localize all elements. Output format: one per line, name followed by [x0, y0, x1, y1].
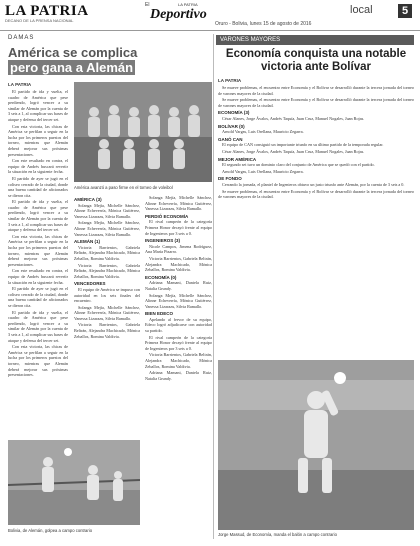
team-photo-caption: América avanzó a paso firme en el torneo de voleibol	[74, 185, 173, 190]
left-col3	[145, 195, 212, 535]
newspaper-logo: LA PATRIA	[5, 3, 89, 19]
col2-text: Solanga Mejía, Michelle Sánchez, Alinne Echeverría, Mónica Gutiérrez, Vanessa Lizarazu, Silvia Ramallo.	[74, 202, 140, 219]
deportivo-logo: Deportivo	[150, 7, 207, 22]
column-divider	[213, 34, 214, 539]
left-kicker: DAMAS	[8, 35, 35, 41]
col3d-subhead: BIEN EDECO	[145, 311, 174, 317]
col3d-text: El rival campeón de la categoría Primera Honor decayó frente al equipo de Ingenieros por 3 sets a 0.	[145, 334, 212, 351]
left-col1-para: El partido de ida y vuelta, el cuadro de América que pese perdiendo, logró vencer a su similar de Alemán por la cuenta de 3 sets a 1, al complicar sus bases de ataque y defensa del tercer set.	[8, 309, 68, 343]
mejor-subhead: MEJOR AMÉRICA	[218, 156, 257, 162]
col2c-text: Victoria Barrientos, Gabriela Beltrán, Alejandra Machicado, Mónica Zeballos, Romina Valdivia.	[74, 322, 140, 339]
right-intro: Se mueve problemas, el encuentro entre Economía y el Bolívar se desarrolló durante la tercera jornada del torneo de varones mayores de la ciudad.	[218, 85, 414, 96]
col2b-text: Victoria Barrientos, Gabriela Beltrán, Alejandra Machicado, Mónica Zeballos, Romina Valdivia.	[74, 262, 140, 279]
team1-subhead: ECONOMÍA (3)	[218, 110, 250, 116]
action-photo-caption: Bolivia, de Alemán, golpea a campo contrario	[8, 528, 93, 533]
team1-text: César Alanes, Jorge Ávalos, Andrés Taquía, Juan Cruz, Manuel Nogales, Juan Rojas.	[222, 115, 365, 121]
left-col1-para: Con este resultado en contra, el equipo de Andrés buscará revertir la situación en la siguiente fecha.	[8, 158, 68, 175]
section-label: local	[350, 4, 373, 16]
defondo-text: Se mueve problemas, el encuentro entre Economía y el Bolívar se desarrolló durante la tercera jornada del torneo de varones mayores de la ciudad.	[218, 188, 414, 200]
left-headline	[8, 45, 213, 75]
col3c-subhead: ECONOMÍA (0)	[145, 274, 177, 280]
action-photo	[8, 440, 140, 525]
defondo-text: Cerrando la jornada, el plantel de Ingenieros obtuvo un justo triunfo ante Alemán, por la cuenta de 3 sets a 0.	[222, 181, 405, 187]
col3b-text: Victoria Barrientos, Gabriela Beltrán, Alejandra Machicado, Mónica Zeballos, Romina Valdivia.	[145, 255, 212, 273]
left-headline-line2: pero gana a Alemán	[10, 60, 134, 75]
left-col1-para: Con esta victoria, las chicas de América se perfilan a seguir en la lucha por los primeros puestos del torneo, mientras que Alemán deberá mejorar sus próximas presentaciones.	[8, 233, 68, 267]
col3d-text: Victoria Barrientos, Gabriela Beltrán, Alejandra Machicado, Mónica Zeballos, Romina Valdivia.	[145, 352, 212, 369]
col2c-text: El equipo de América se impuso con autoridad en los sets finales del encuentro.	[74, 286, 140, 304]
col2c-text: Solanga Mejía, Michelle Sánchez, Alinne Echeverría, Mónica Gutiérrez, Vanessa Lizarazu, Silvia Ramallo.	[74, 304, 140, 321]
col3-text: El rival campeón de la categoría Primera Honor decayó frente al equipo de Ingenieros por 3 sets a 0.	[145, 219, 212, 236]
team-photo-illustration	[74, 82, 212, 182]
team2-subhead: BOLÍVAR (0)	[218, 123, 245, 129]
left-col1-para: Con esta victoria, las chicas de América se perfilan a seguir en la lucha por los primeros puestos del torneo, mientras que Alemán deberá mejorar sus próximas presentaciones.	[8, 123, 68, 157]
col3b-subhead: INGENIEROS (3)	[145, 238, 181, 244]
right-kicker: VARONES MAYORES	[216, 35, 414, 45]
gano-subhead: GANÓ CAN	[218, 136, 243, 142]
right-byline: LA PATRIA	[218, 78, 242, 83]
defondo-subhead: DE FONDO	[218, 176, 242, 182]
newspaper-tagline: DECANO DE LA PRENSA NACIONAL	[5, 18, 74, 23]
col3b-text: Nicole Campos, Jimena Rodríguez, Ana María Pizarro.	[145, 243, 212, 255]
left-byline: LA PATRIA	[8, 82, 32, 87]
col2-subhead: AMÉRICA (3)	[74, 197, 102, 202]
right-body	[218, 85, 414, 355]
right-headline: Economía conquista una notable victoria ante Bolívar	[225, 48, 407, 73]
col3d-text: Adriana Mamani, Daniela Ruiz, Natalia Grundy.	[145, 370, 212, 381]
col3-subhead: PERDIÓ ECONOMÍA	[145, 213, 189, 219]
mejor-text: El segundo set tuvo un dominio claro del conjunto de América que se quedó con el partido.	[222, 162, 375, 168]
action-photo-illustration	[8, 440, 140, 525]
deportivo-el: El	[145, 2, 150, 8]
right-action-photo	[218, 360, 414, 530]
col2-text: Solanga Mejía, Michelle Sánchez, Alinne Echeverría, Mónica Gutiérrez, Vanessa Lizarazu, Silvia Ramallo.	[74, 220, 140, 237]
deportivo-small: LA PATRIA	[178, 2, 198, 7]
right-photo-caption: Jorge Massud, de Economía, manda el balón a campo contrario	[218, 532, 337, 537]
team2-text: Arnold Vargas, Luis Orellana, Mauricio Zegarra.	[222, 129, 304, 135]
left-headline-line1: América se complica	[8, 45, 138, 60]
left-col1-para: El partido de ayer se jugó en el coliseo cerrado de la ciudad, donde una buena cantidad de aficionados se dieron cita.	[8, 286, 68, 308]
gano-text: El equipo de CAN consiguió un importante triunfo en su último partido de la temporada regular.	[222, 142, 384, 148]
page-number: 5	[398, 4, 412, 18]
team-photo	[74, 82, 212, 182]
left-col1-para: El partido de ida y vuelta, el cuadro de América que pese perdiendo, logró vencer a su similar de Alemán por la cuenta de 3 sets a 1, al complicar sus bases de ataque y defensa del tercer set.	[8, 199, 68, 233]
left-col1	[8, 89, 68, 469]
col2b-text: Victoria Barrientos, Gabriela Beltrán, Alejandra Machicado, Mónica Zeballos, Romina Valdivia.	[74, 244, 140, 261]
col3-text: Solanga Mejía, Michelle Sánchez, Alinne Echeverría, Mónica Gutiérrez, Vanessa Lizarazu, Silvia Ramallo.	[145, 195, 212, 212]
right-action-photo-illustration	[218, 360, 414, 530]
dateline: Oruro - Bolivia, lunes 15 de agosto de 2016	[215, 21, 312, 27]
col3c-text: Solanga Mejía, Michelle Sánchez, Alinne Echeverría, Mónica Gutiérrez, Vanessa Lizarazu, Silvia Ramallo.	[145, 292, 212, 309]
col2c-subhead: VENCEDORES	[74, 281, 106, 287]
left-col1-para: Con este resultado en contra, el equipo de Andrés buscará revertir la situación en la siguiente fecha.	[8, 268, 68, 285]
gano-text: César Alanes, Jorge Ávalos, Andrés Taquía, Juan Cruz, Manuel Nogales, Juan Rojas.	[222, 148, 365, 154]
col3c-text: Adriana Mamani, Daniela Ruiz, Natalia Grundy.	[145, 280, 212, 291]
left-col2	[74, 195, 140, 435]
mejor-text: Arnold Vargas, Luis Orellana, Mauricio Zegarra.	[222, 168, 304, 174]
left-col1-para: Con esta victoria, las chicas de América se perfilan a seguir en la lucha por los primeros puestos del torneo, mientras que Alemán deberá mejorar sus próximas presentaciones.	[8, 344, 68, 378]
right-intro: Se mueve problemas, el encuentro entre Economía y el Bolívar se desarrolló durante la tercera jornada del torneo de varones mayores de la ciudad.	[218, 97, 414, 108]
col3d-text: Apelando al fervor de su equipo, Edeco logró adjudicarse con autoridad su partido.	[145, 316, 212, 334]
col2b-subhead: ALEMÁN (1)	[74, 239, 100, 245]
left-col1-para: El partido de ida y vuelta, el cuadro de América que pese perdiendo, logró vencer a su similar de Alemán por la cuenta de 3 sets a 1, al complicar sus bases de ataque y defensa del tercer set.	[8, 89, 68, 122]
left-col1-para: El partido de ayer se jugó en el coliseo cerrado de la ciudad, donde una buena cantidad de aficionados se dieron cita.	[8, 175, 68, 198]
